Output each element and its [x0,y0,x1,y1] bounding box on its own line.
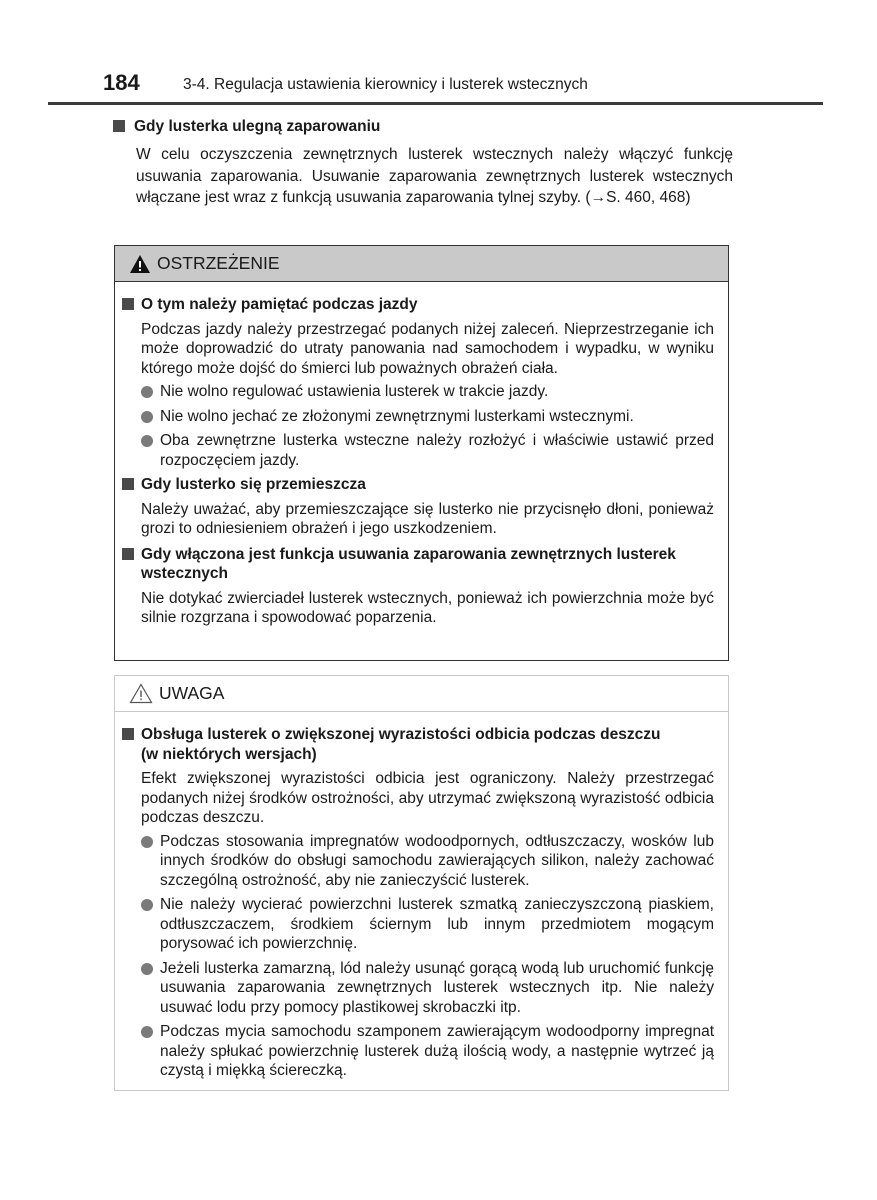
square-bullet-icon [122,298,134,310]
header-divider [48,102,823,105]
warning-box-header [115,246,728,282]
warning-item-body: Podczas jazdy należy przestrzegać podanych niżej zaleceń. Nieprzestrzeganie ich może doprowadzić do utraty panowania nad samochodem i wypadku, w wyniku którego może dojść do śmierci lub poważnych obrażeń ciała. [141,320,714,377]
circle-bullet-icon [141,963,153,975]
circle-bullet-icon [141,411,153,423]
square-bullet-icon [113,120,125,132]
square-bullet-icon [122,478,134,490]
caution-item-body: Efekt zwiększonej wyrazistości odbicia jest ograniczony. Należy przestrzegać podanych niżej środków ostrożności, aby utrzymać zwiększoną wyrazistość odbicia podczas deszczu. [141,770,714,826]
warning-item-body: Nie dotykać zwierciadeł lusterek wstecznych, ponieważ ich powierzchnia może być silnie rozgrzana i spowodować poparzenia. [141,589,714,626]
list-item: Oba zewnętrzne lusterka wsteczne należy rozłożyć i właściwie ustawić przed rozpoczęciem jazdy. [141,431,714,470]
list-item: Jeżeli lusterka zamarzną, lód należy usunąć gorącą wodą lub uruchomić funkcję usuwania zaparowania zewnętrznych lusterek wstecznych itp. Nie należy usuwać lodu przy pomocy plastikowej skrobaczki itp. [141,959,714,1018]
square-bullet-icon [122,548,134,560]
caution-box [114,675,729,1091]
list-item: Nie należy wycierać powierzchni lusterek szmatką zanieczyszczoną piaskiem, odtłuszczaczem, środkiem ściernym lub innym przedmiotem mogącym porysować ich powierzchnię. [141,895,714,954]
circle-bullet-icon [141,836,153,848]
circle-bullet-icon [141,1026,153,1038]
caution-item-heading: Obsługa lusterek o zwiększonej wyrazistości odbicia podczas deszczu (w niektórych wersjach) [122,725,714,764]
intro-section [113,117,733,209]
list-item: Nie wolno regulować ustawienia lusterek w trakcie jazdy. [141,382,714,402]
warning-box-content [115,282,728,628]
square-bullet-icon [122,728,134,740]
intro-body: W celu oczyszczenia zewnętrznych lusterek wstecznych należy włączyć funkcję usuwania zaparowania. Usuwanie zaparowania zewnętrznych lusterek wstecznych włączane jest wraz z funkcją usuwania zaparowania tylnej szyby. (→S. 460, 468) [136,146,733,206]
circle-bullet-icon [141,899,153,911]
warning-title: OSTRZEŻENIE [157,253,280,273]
warning-item-heading: Gdy lusterko się przemieszcza [122,475,714,495]
caution-bullet-list [141,832,714,1081]
chapter-title: 3-4. Regulacja ustawienia kierownicy i lusterek wstecznych [183,76,588,93]
warning-item-heading: Gdy włączona jest funkcja usuwania zaparowania zewnętrznych lusterek wstecznych [122,545,714,584]
caution-title: UWAGA [159,683,225,703]
page-number: 184 [103,70,140,95]
list-item: Podczas mycia samochodu szamponem zawierającym wodoodporny impregnat należy spłukać powierzchnię lusterek dużą ilością wody, a następnie wytrzeć ją czystą i miękką ściereczką. [141,1022,714,1081]
warning-item-heading: O tym należy pamiętać podczas jazdy [122,295,714,315]
circle-bullet-icon [141,435,153,447]
list-item: Nie wolno jechać ze złożonymi zewnętrznymi lusterkami wstecznymi. [141,407,714,427]
caution-box-header [115,676,728,712]
warning-triangle-outline-icon [129,683,153,704]
circle-bullet-icon [141,386,153,398]
warning-item-body: Należy uważać, aby przemieszczające się lusterko nie przycisnęło dłoni, ponieważ grozi to odniesieniem obrażeń i jego uszkodzeniem. [141,500,714,537]
caution-box-content [115,712,728,1081]
page-header [0,66,877,106]
intro-heading: Gdy lusterka ulegną zaparowaniu [113,117,733,137]
warning-box [114,245,729,661]
warning-triangle-filled-icon [129,254,151,274]
warning-bullet-list [141,382,714,470]
list-item: Podczas stosowania impregnatów wodoodpornych, odtłuszczaczy, wosków lub innych środków do obsługi samochodu zawierających silikon, należy zachować szczególną ostrożność, aby nie zanieczyścić lusterek. [141,832,714,891]
